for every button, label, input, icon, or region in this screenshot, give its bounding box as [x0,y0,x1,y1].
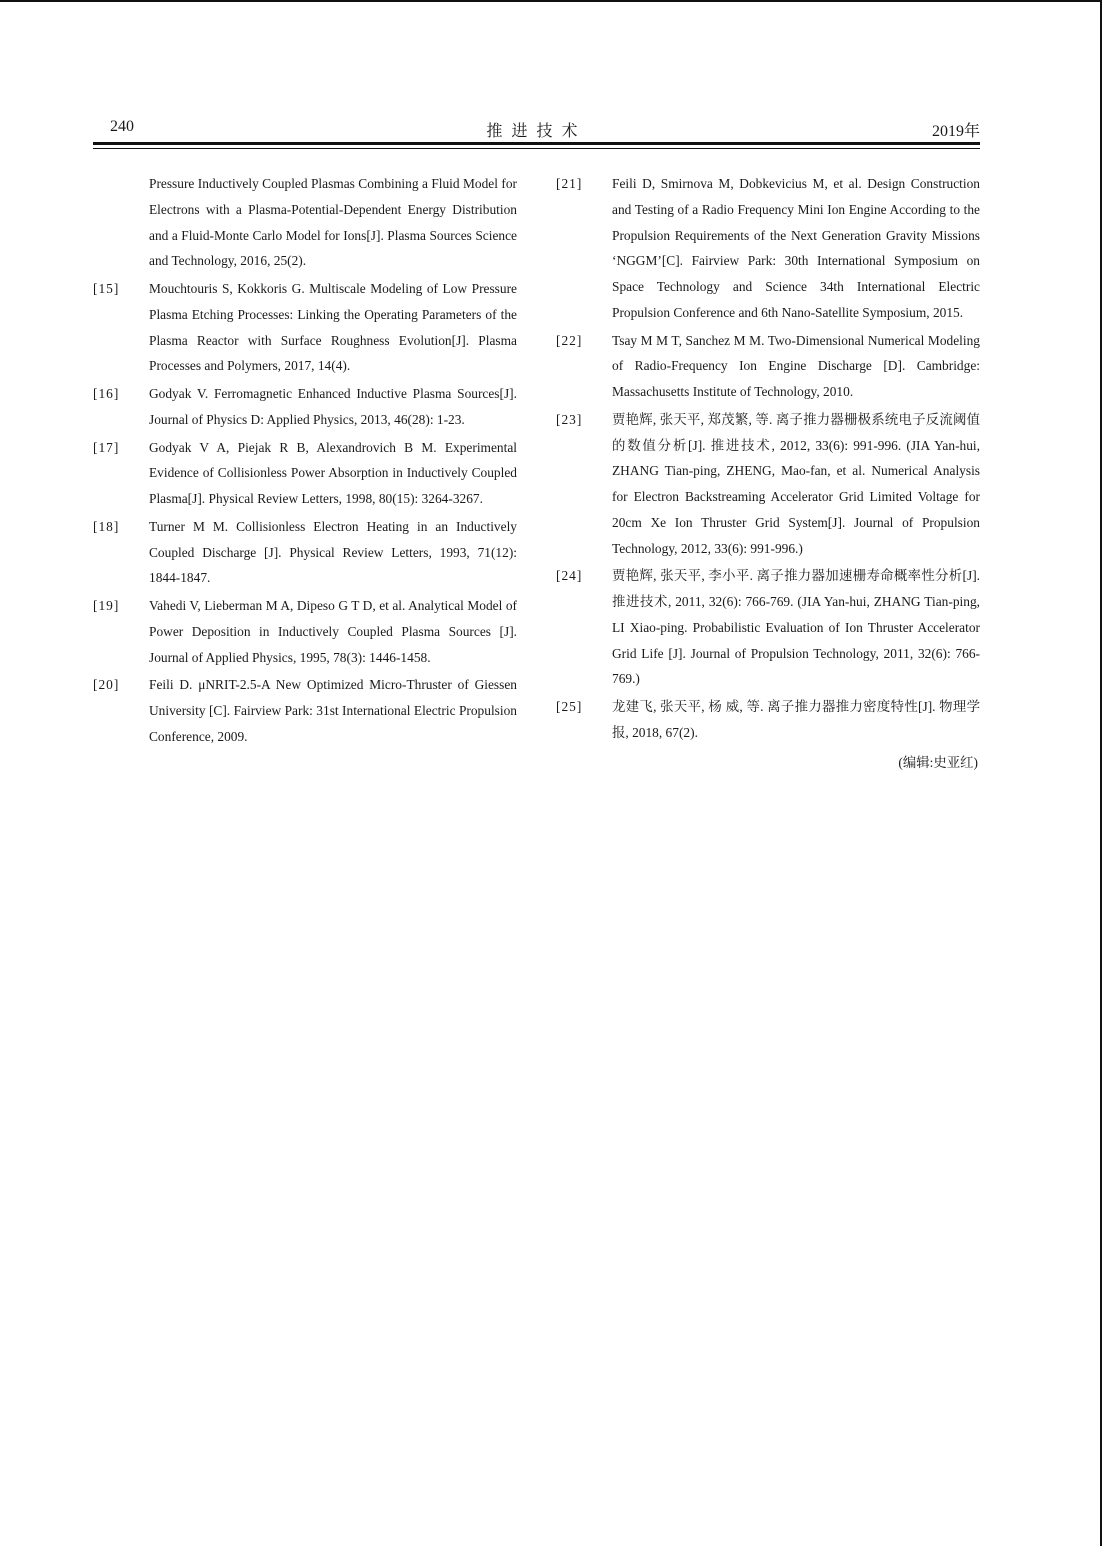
reference-number: [23] [556,411,583,427]
left-reference-column [93,171,517,752]
reference-item [93,672,517,749]
reference-item [556,171,980,326]
reference-number: [15] [93,281,120,296]
reference-text: 贾艳辉, 张天平, 李小平. 离子推力器加速栅寿命概率性分析[J]. 推进技术, 2011, 32(6): 766-769. (JIA Yan-hui, ZHANG Tian-ping, LI Xiao-ping. Probabilistic Evaluation of Ion Thruster Accelerator Grid Life [J]. Journal of Propulsion Technology, 2011, 32(6): 766-769.) [612,568,980,687]
reference-item [556,407,980,562]
reference-text: Turner M M. Collisionless Electron Heating in an Inductively Coupled Discharge [J]. Physical Review Letters, 1993, 71(12): 1844-1847. [149,518,517,586]
editor-note: (编辑:史亚红) [898,754,978,770]
header-rule-thin [93,148,980,149]
reference-text: Mouchtouris S, Kokkoris G. Multiscale Modeling of Low Pressure Plasma Etching Processes: Linking the Operating Parameters of the Plasma Reactor with Surface Roughness Evolution[J]. Plasma Processes and Polymers, 2017, 14(4). [149,281,517,374]
reference-number: [20] [93,677,120,693]
reference-text: Feili D. μNRIT-2.5-A New Optimized Micro-Thruster of Giessen University [C]. Fairview Park: 31st International Electric Propulsion Conference, 2009. [149,677,517,744]
reference-item [93,514,517,591]
running-header [93,116,980,140]
reference-number: [21] [556,176,583,191]
reference-item [556,563,980,692]
reference-text: 贾艳辉, 张天平, 郑茂繁, 等. 离子推力器栅极系统电子反流阈值的数值分析[J]. 推进技术, 2012, 33(6): 991-996. (JIA Yan-hui, ZHANG Tian-ping, ZHENG, Mao-fan, et al. Numerical Analysis for Electron Backstreaming Accelerator Grid Limited Voltage for 20cm Xe Ion Thruster Grid System[J]. Journal of Propulsion Technology, 2012, 33(6): 991-996.) [612,411,980,556]
reference-item [556,328,980,405]
reference-number: [16] [93,386,120,401]
page-top-border [0,0,1102,2]
reference-number: [19] [93,598,120,613]
reference-text: 龙建飞, 张天平, 杨 威, 等. 离子推力器推力密度特性[J]. 物理学报, 2018, 67(2). [612,699,980,740]
reference-text: Pressure Inductively Coupled Plasmas Combining a Fluid Model for Electrons with a Plasma-Potential-Dependent Energy Distribution and a Fluid-Monte Carlo Model for Ions[J]. Plasma Sources Science and Technology, 2016, 25(2). [149,176,517,269]
reference-item [556,694,980,746]
reference-item [93,276,517,379]
reference-number: [18] [93,518,120,534]
reference-item [93,381,517,433]
reference-item [93,171,517,274]
reference-number: [25] [556,699,583,714]
reference-item [93,435,517,512]
reference-text: Feili D, Smirnova M, Dobkevicius M, et al. Design Construction and Testing of a Radio Frequency Mini Ion Engine According to the Propulsion Requirements of the Next Generation Gravity Missions ‘NGGM’[C]. Fairview Park: 30th International Symposium on Space Technology and Science 34th International Electric Propulsion Conference and 6th Nano-Satellite Symposium, 2015. [612,176,980,320]
reference-number: [22] [556,332,583,348]
reference-item [93,593,517,670]
page-number: 240 [110,118,134,135]
reference-text: Vahedi V, Lieberman M A, Dipeso G T D, et al. Analytical Model of Power Deposition in Inductively Coupled Plasma Sources [J]. Journal of Applied Physics, 1995, 78(3): 1446-1458. [149,598,517,665]
reference-text: Godyak V A, Piejak R B, Alexandrovich B M. Experimental Evidence of Collisionless Power Absorption in Inductively Coupled Plasma[J]. Physical Review Letters, 1998, 80(15): 3264-3267. [149,439,517,506]
reference-text: Godyak V. Ferromagnetic Enhanced Inductive Plasma Sources[J]. Journal of Physics D: Applied Physics, 2013, 46(28): 1-23. [149,386,517,427]
reference-number: [24] [556,568,583,584]
reference-text: Tsay M M T, Sanchez M M. Two-Dimensional Numerical Modeling of Radio-Frequency Ion Engine Discharge [D]. Cambridge: Massachusetts Institute of Technology, 2010. [612,332,980,399]
reference-number: [17] [93,439,120,455]
header-rule-thick [93,142,980,145]
issue-year: 2019年 [931,123,980,140]
right-reference-column [556,171,980,775]
journal-name: 推进技术 [486,123,587,140]
